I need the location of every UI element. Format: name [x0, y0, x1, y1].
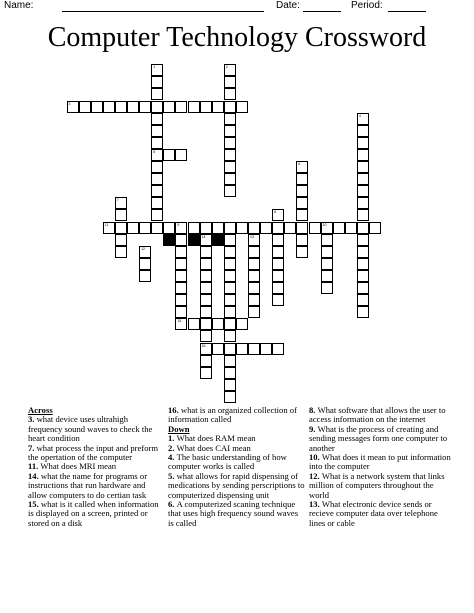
clue-number: 4: [358, 113, 361, 118]
grid-cell[interactable]: [79, 101, 91, 113]
grid-cell[interactable]: [357, 185, 369, 197]
down-clue: [309, 425, 451, 453]
clue-text: What is the process of creating and sending messages form one computer to another: [309, 423, 448, 453]
grid-cell[interactable]: [345, 222, 357, 234]
clue-text: The basic understanding of how computer works is called: [168, 452, 287, 472]
grid-cell[interactable]: [224, 330, 236, 342]
grid-cell[interactable]: [188, 101, 200, 113]
grid-cell[interactable]: [151, 185, 163, 197]
clue-num: 16.: [168, 405, 181, 415]
clue-number: 7: [116, 198, 119, 203]
grid-cell[interactable]: [151, 64, 163, 76]
grid-cell[interactable]: [224, 101, 236, 113]
grid-cell[interactable]: [200, 318, 212, 330]
grid-cell[interactable]: [357, 173, 369, 185]
grid-cell[interactable]: [296, 197, 308, 209]
grid-cell[interactable]: [151, 161, 163, 173]
grid-cell[interactable]: [224, 76, 236, 88]
grid-cell[interactable]: [296, 246, 308, 258]
grid-cell[interactable]: [236, 343, 248, 355]
grid-cell[interactable]: [224, 246, 236, 258]
grid-cell[interactable]: [224, 173, 236, 185]
clue-num: 3.: [28, 414, 37, 425]
grid-cell[interactable]: [224, 234, 236, 246]
period-label: Period:: [351, 0, 383, 11]
clue-number: 15: [177, 319, 182, 324]
clue-number: 11: [104, 222, 109, 227]
clue-text: What software that allows the user to access information on the internet: [309, 405, 446, 425]
grid-cell[interactable]: [163, 101, 175, 113]
down-clue: [309, 453, 451, 472]
clue-column-left: [28, 406, 163, 528]
down-clue: [309, 500, 451, 528]
grid-cell[interactable]: [224, 161, 236, 173]
grid-cell[interactable]: [200, 234, 212, 246]
grid-cell[interactable]: [272, 246, 284, 258]
grid-cell[interactable]: [309, 222, 321, 234]
grid-cell[interactable]: [115, 222, 127, 234]
grid-cell[interactable]: [296, 173, 308, 185]
grid-cell[interactable]: [272, 294, 284, 306]
clue-num: 4.: [168, 452, 177, 463]
grid-cell[interactable]: [175, 234, 187, 246]
grid-cell[interactable]: [151, 149, 163, 161]
clue-text: What does CAI mean: [176, 442, 251, 453]
grid-cell[interactable]: [224, 343, 236, 355]
grid-cell[interactable]: [357, 113, 369, 125]
down-clue: [168, 453, 305, 472]
grid-cell[interactable]: [91, 101, 103, 113]
clue-number: 2: [225, 65, 228, 70]
grid-cell[interactable]: [224, 125, 236, 137]
grid-cell[interactable]: [175, 222, 187, 234]
down-clue: [309, 472, 451, 500]
clue-number: 8: [274, 210, 277, 215]
grid-cell[interactable]: [357, 161, 369, 173]
grid-cell[interactable]: [115, 101, 127, 113]
grid-cell[interactable]: [175, 318, 187, 330]
grid-cell[interactable]: [175, 306, 187, 318]
grid-cell[interactable]: [151, 113, 163, 125]
grid-cell[interactable]: [139, 270, 151, 282]
grid-cell[interactable]: [127, 101, 139, 113]
clue-num: 7.: [28, 442, 37, 453]
clue-column-middle: [168, 406, 305, 528]
clue-num: 8.: [309, 405, 318, 415]
clue-text: What does MRI mean: [40, 461, 117, 472]
grid-cell[interactable]: [224, 355, 236, 367]
grid-cell[interactable]: [357, 222, 369, 234]
grid-cell[interactable]: [151, 125, 163, 137]
clue-number: 3: [68, 101, 71, 106]
grid-cell[interactable]: [296, 234, 308, 246]
clue-number: 14: [201, 234, 206, 239]
grid-cell[interactable]: [236, 318, 248, 330]
clue-text: What does RAM mean: [176, 433, 256, 444]
grid-cell[interactable]: [212, 222, 224, 234]
clue-num: 5.: [168, 470, 177, 481]
clue-number: 13: [250, 234, 254, 239]
grid-cell[interactable]: [248, 222, 260, 234]
grid-cell[interactable]: [139, 258, 151, 270]
grid-cell[interactable]: [151, 209, 163, 221]
grid-cell[interactable]: [224, 306, 236, 318]
grid-cell[interactable]: [151, 222, 163, 234]
across-clue: [168, 406, 305, 425]
grid-cell[interactable]: [357, 197, 369, 209]
grid-cell[interactable]: [248, 294, 260, 306]
grid-cell[interactable]: [236, 101, 248, 113]
grid-cell[interactable]: [115, 246, 127, 258]
grid-cell[interactable]: [357, 270, 369, 282]
across-clue: [28, 415, 163, 443]
clue-num: 15.: [28, 499, 41, 510]
grid-cell[interactable]: [163, 149, 175, 161]
grid-cell[interactable]: [200, 294, 212, 306]
clue-number: 12: [141, 246, 145, 251]
grid-cell[interactable]: [188, 318, 200, 330]
grid-cell[interactable]: [175, 258, 187, 270]
grid-cell[interactable]: [212, 343, 224, 355]
grid-cell[interactable]: [163, 222, 175, 234]
grid-cell[interactable]: [236, 222, 248, 234]
grid-cell[interactable]: [188, 222, 200, 234]
grid-cell[interactable]: [224, 318, 236, 330]
grid-cell[interactable]: [139, 246, 151, 258]
grid-cell[interactable]: [357, 149, 369, 161]
grid-cell[interactable]: [115, 197, 127, 209]
grid-cell[interactable]: [224, 270, 236, 282]
grid-cell[interactable]: [224, 258, 236, 270]
grid-cell[interactable]: [321, 270, 333, 282]
grid-cell[interactable]: [321, 258, 333, 270]
clue-text: A computerized scaning technique that uses high frequency sound waves is called: [168, 499, 299, 528]
clue-num: 13.: [309, 499, 322, 510]
blocked-cell: [212, 234, 224, 246]
across-clue: [28, 444, 163, 463]
grid-cell[interactable]: [151, 197, 163, 209]
grid-cell[interactable]: [224, 294, 236, 306]
grid-cell[interactable]: [248, 282, 260, 294]
grid-cell[interactable]: [272, 222, 284, 234]
grid-cell[interactable]: [103, 101, 115, 113]
grid-cell[interactable]: [296, 209, 308, 221]
across-clue: [28, 472, 163, 500]
grid-cell[interactable]: [200, 355, 212, 367]
grid-cell[interactable]: [200, 282, 212, 294]
clue-number: 16: [201, 343, 206, 348]
grid-cell[interactable]: [369, 222, 381, 234]
grid-cell[interactable]: [248, 246, 260, 258]
clue-text: what device uses ultrahigh frequency sound waves to check the heart condition: [28, 414, 153, 444]
grid-cell[interactable]: [67, 101, 79, 113]
grid-cell[interactable]: [321, 222, 333, 234]
grid-cell[interactable]: [272, 343, 284, 355]
clue-text: what allows for rapid dispensing of medications by sending perscriptions to computerized dispensing unit: [168, 470, 305, 500]
grid-cell[interactable]: [224, 137, 236, 149]
clue-text: what the name for programs or instructions that run hardware and allow computers to do certian task: [28, 470, 148, 500]
grid-cell[interactable]: [200, 343, 212, 355]
clue-text: What does it mean to put information into the computer: [309, 452, 451, 472]
grid-cell[interactable]: [357, 306, 369, 318]
clue-number: 10: [322, 222, 327, 227]
grid-cell[interactable]: [296, 222, 308, 234]
grid-cell[interactable]: [175, 246, 187, 258]
down-clue: [168, 500, 305, 528]
grid-cell[interactable]: [224, 149, 236, 161]
grid-cell[interactable]: [321, 282, 333, 294]
grid-cell[interactable]: [175, 294, 187, 306]
grid-cell[interactable]: [272, 282, 284, 294]
grid-cell[interactable]: [248, 343, 260, 355]
grid-cell[interactable]: [224, 379, 236, 391]
clue-number: 6: [298, 162, 301, 166]
grid-cell[interactable]: [151, 137, 163, 149]
clue-num: 1.: [168, 433, 177, 444]
grid-cell[interactable]: [357, 294, 369, 306]
grid-cell[interactable]: [151, 173, 163, 185]
clue-number: 5: [153, 149, 156, 154]
grid-cell[interactable]: [200, 246, 212, 258]
grid-cell[interactable]: [212, 101, 224, 113]
grid-cell[interactable]: [260, 222, 272, 234]
clue-text: what is it called when information is displayed on a screen, printed or stored on a disk: [28, 499, 159, 528]
clue-number: 1: [153, 65, 156, 70]
grid-cell[interactable]: [224, 367, 236, 379]
grid-cell[interactable]: [357, 246, 369, 258]
blocked-cell: [188, 234, 200, 246]
grid-cell[interactable]: [357, 125, 369, 137]
clue-num: 6.: [168, 499, 177, 510]
grid-cell[interactable]: [151, 76, 163, 88]
grid-cell[interactable]: [200, 367, 212, 379]
grid-cell[interactable]: [272, 270, 284, 282]
grid-cell[interactable]: [151, 88, 163, 100]
clue-num: 12.: [309, 470, 322, 481]
grid-cell[interactable]: [357, 258, 369, 270]
clue-text: What electronic device sends or recieve computer data over telephone lines or cable: [309, 499, 438, 528]
down-heading: Down: [168, 423, 190, 434]
grid-cell[interactable]: [272, 209, 284, 221]
grid-cell[interactable]: [175, 270, 187, 282]
grid-cell[interactable]: [357, 209, 369, 221]
clue-text: what is an organized collection of information called: [168, 405, 297, 425]
grid-cell[interactable]: [200, 330, 212, 342]
grid-cell[interactable]: [139, 222, 151, 234]
clue-num: 2.: [168, 442, 177, 453]
clue-num: 11.: [28, 461, 41, 472]
grid-cell[interactable]: [224, 185, 236, 197]
grid-cell[interactable]: [248, 306, 260, 318]
grid-cell[interactable]: [357, 282, 369, 294]
grid-cell[interactable]: [272, 258, 284, 270]
grid-cell[interactable]: [103, 222, 115, 234]
grid-cell[interactable]: [127, 222, 139, 234]
name-label: Name:: [4, 0, 34, 11]
grid-cell[interactable]: [357, 234, 369, 246]
grid-cell[interactable]: [115, 209, 127, 221]
grid-cell[interactable]: [260, 343, 272, 355]
grid-cell[interactable]: [224, 64, 236, 76]
grid-cell[interactable]: [200, 101, 212, 113]
grid-cell[interactable]: [284, 222, 296, 234]
grid-cell[interactable]: [139, 101, 151, 113]
grid-cell[interactable]: [212, 318, 224, 330]
grid-cell[interactable]: [175, 101, 187, 113]
grid-cell[interactable]: [200, 306, 212, 318]
date-label: Date:: [276, 0, 300, 11]
grid-cell[interactable]: [296, 185, 308, 197]
grid-cell[interactable]: [224, 282, 236, 294]
blocked-cell: [163, 234, 175, 246]
clue-text: What is a network system that links million of computers throughout the world: [309, 470, 445, 500]
grid-cell[interactable]: [151, 101, 163, 113]
down-clue: [168, 472, 305, 500]
across-heading: Across: [28, 405, 53, 415]
across-clue: [28, 500, 163, 528]
grid-cell[interactable]: [224, 391, 236, 403]
clue-column-right: [309, 406, 451, 528]
grid-cell[interactable]: [224, 88, 236, 100]
clue-text: what process the input and preform the opertation of the computer: [28, 442, 159, 463]
grid-cell[interactable]: [200, 222, 212, 234]
grid-cell[interactable]: [175, 282, 187, 294]
grid-cell[interactable]: [248, 234, 260, 246]
grid-cell[interactable]: [224, 222, 236, 234]
grid-cell[interactable]: [272, 234, 284, 246]
grid-cell[interactable]: [296, 161, 308, 173]
grid-cell[interactable]: [224, 113, 236, 125]
down-clue: [309, 406, 451, 425]
grid-cell[interactable]: [200, 270, 212, 282]
page-title: Computer Technology Crossword: [47, 22, 427, 53]
grid-cell[interactable]: [248, 270, 260, 282]
grid-cell[interactable]: [115, 234, 127, 246]
clue-num: 9.: [309, 423, 318, 434]
grid-cell[interactable]: [357, 137, 369, 149]
grid-cell[interactable]: [248, 258, 260, 270]
clue-number: 9: [177, 222, 180, 227]
grid-cell[interactable]: [321, 246, 333, 258]
clue-num: 14.: [28, 470, 41, 481]
grid-cell[interactable]: [333, 222, 345, 234]
grid-cell[interactable]: [200, 258, 212, 270]
grid-cell[interactable]: [175, 149, 187, 161]
grid-cell[interactable]: [321, 234, 333, 246]
clue-num: 10.: [309, 452, 322, 463]
